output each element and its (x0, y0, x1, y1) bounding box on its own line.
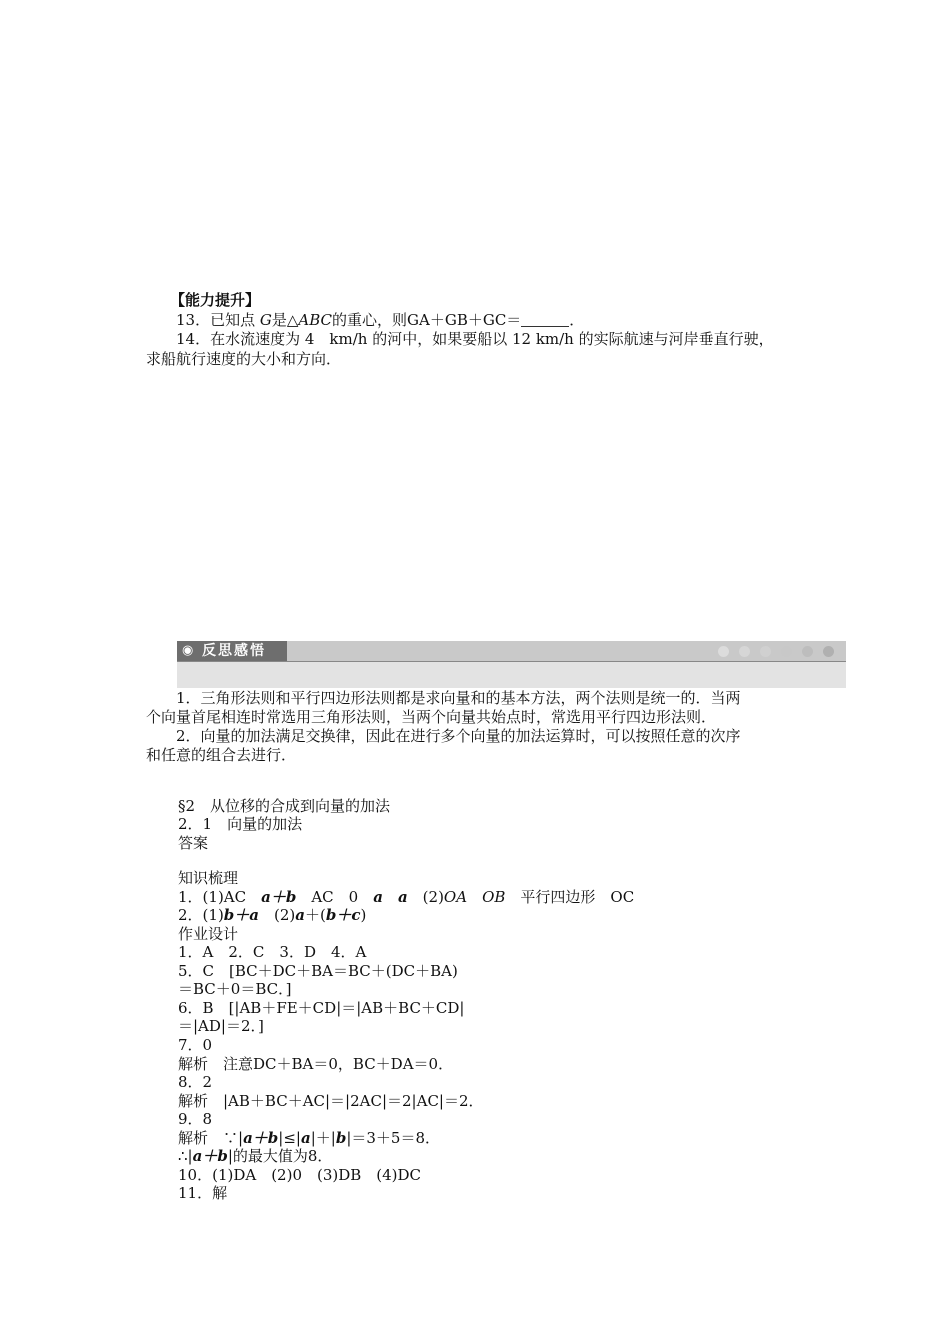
ability-header: 【能力提升】 (170, 291, 261, 309)
answer-line-5b: ＝BC＋0＝BC．] (178, 980, 292, 998)
reflection-p2-line1: 2．向量的加法满足交换律，因此在进行多个向量的加法运算时，可以按照任意的次序 (176, 727, 741, 745)
reflection-title: 反思感悟 (202, 643, 266, 659)
answer-line-10: 10．(1)DA (2)0 (3)DB (4)DC (178, 1166, 422, 1184)
k1-part-d: 平行四边形 OC (505, 888, 635, 906)
answer-line-8: 8．2 (178, 1073, 213, 1091)
q13-suffix: 的重心，则GA＋GB＋GC＝ (332, 311, 522, 329)
dot-icon (823, 646, 834, 657)
banner-bottom-band (177, 662, 846, 688)
k2-vector-ba: b＋a (223, 906, 260, 924)
q13-mid: 是△ (271, 311, 299, 329)
l9e-part-b: |≤| (278, 1129, 301, 1147)
k1-part-a: 1．(1)AC (178, 888, 262, 906)
answer-line-6a: 6．B [|AB＋FE＋CD|＝|AB＋BC＋CD| (178, 999, 465, 1017)
answer-line-9-conclusion (178, 1147, 332, 1165)
k2-part-a: 2．(1) (178, 906, 224, 924)
dot-icon (760, 646, 771, 657)
reflection-title-tab (177, 641, 287, 661)
k1-vector-a1: a (373, 888, 383, 906)
l9e-part-c: |＋| (310, 1129, 336, 1147)
l9f-vector-sum: a＋b (192, 1147, 228, 1165)
k1-part-b: AC 0 (296, 888, 374, 906)
dot-icon (739, 646, 750, 657)
k1-space (383, 888, 398, 906)
k1-space2 (467, 888, 482, 906)
dot-icon (781, 646, 792, 657)
k1-oa: OA (443, 888, 468, 906)
knowledge-line-2 (178, 906, 366, 924)
q13-triangle: ABC (298, 311, 333, 329)
dot-icon (802, 646, 813, 657)
k1-vector-sum: a＋b (261, 888, 297, 906)
reflection-banner (177, 641, 846, 688)
k2-part-c: ＋( (305, 906, 326, 924)
answer-line-5a: 5．C [BC＋DC＋BA＝BC＋(DC＋BA) (178, 962, 458, 980)
answer-line-7-explain: 解析 注意DC＋BA＝0，BC＋DA＝0． (178, 1055, 454, 1073)
reflection-p2-line2: 和任意的组合去进行． (146, 746, 297, 764)
l9e-vector-a: a (300, 1129, 311, 1147)
answer-line-7: 7．0 (178, 1036, 213, 1054)
q13-end: ． (569, 311, 585, 329)
k2-part-d: ) (360, 906, 367, 924)
answer-label: 答案 (178, 834, 209, 852)
knowledge-line-1 (178, 888, 634, 906)
target-icon: ◉ (182, 643, 194, 658)
answer-line-1: 1．A 2．C 3．D 4．A (178, 943, 367, 961)
k1-ob: OB (482, 888, 506, 906)
k2-vector-a: a (295, 906, 305, 924)
q13-answer-blank (521, 312, 569, 327)
knowledge-heading: 知识梳理 (178, 869, 239, 887)
answer-line-8-explain: 解析 |AB＋BC＋AC|＝|2AC|＝2|AC|＝2． (178, 1092, 484, 1110)
reflection-p1-line2: 个向量首尾相连时常选用三角形法则，当两个向量共始点时，常选用平行四边形法则． (146, 708, 717, 726)
q13-prefix: 13．已知点 (176, 311, 260, 329)
k1-vector-a2: a (397, 888, 408, 906)
answer-line-9-explain (178, 1129, 440, 1147)
question-13 (176, 311, 584, 329)
reflection-p1-line1: 1．三角形法则和平行四边形法则都是求向量和的基本方法，两个法则是统一的．当两 (176, 689, 741, 707)
l9f-part-a: ∴| (178, 1147, 193, 1165)
dot-icon (718, 646, 729, 657)
answer-line-6b: ＝|AD|＝2．] (178, 1017, 264, 1035)
k2-part-b: (2) (259, 906, 296, 924)
answer-subsection-title: 2．1 向量的加法 (178, 815, 303, 833)
answer-line-9: 9．8 (178, 1110, 213, 1128)
l9e-vector-sum: a＋b (243, 1129, 279, 1147)
q13-point-g: G (259, 311, 272, 329)
question-14-line2: 求船航行速度的大小和方向． (146, 350, 342, 368)
answer-section-title: §2 从位移的合成到向量的加法 (178, 797, 391, 815)
l9e-vector-b: b (335, 1129, 347, 1147)
l9e-part-a: 解析 ∵| (178, 1129, 244, 1147)
k2-vector-bc: b＋c (325, 906, 361, 924)
homework-heading: 作业设计 (178, 925, 239, 943)
answer-line-11: 11．解 (178, 1184, 228, 1202)
l9f-part-b: |的最大值为8． (227, 1147, 333, 1165)
l9e-part-d: |＝3＋5＝8． (346, 1129, 440, 1147)
question-14-line1: 14．在水流速度为 4 km/h 的河中，如果要船以 12 km/h 的实际航速与河岸垂直行驶， (176, 330, 774, 348)
k1-part-c: (2) (407, 888, 444, 906)
